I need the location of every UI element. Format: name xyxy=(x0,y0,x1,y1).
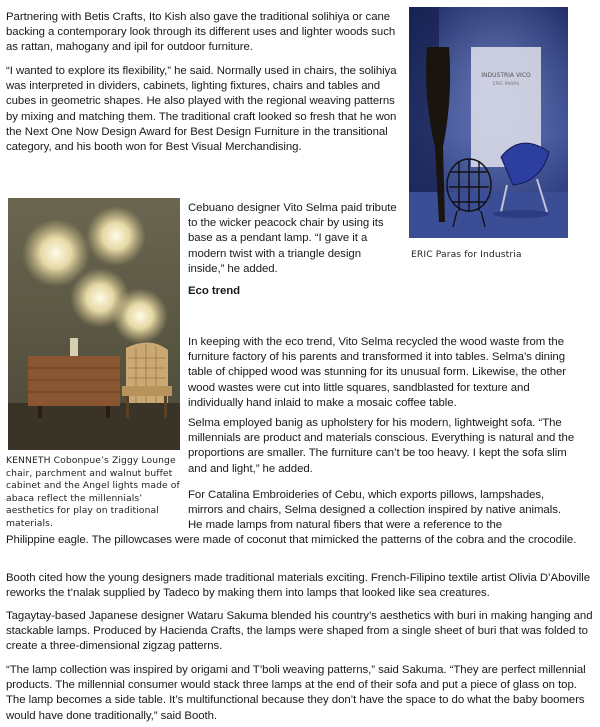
paragraph-9: “The lamp collection was inspired by origami and T’boli weaving patterns,” said Sakuma. “They are perfect millennial products. The millennial consumer would stack three lamps at the end of their sofa and put a piece of glass on top. The lamp becomes a side table. It’s multifunctional because they don’t have the space to do what the baby boomers would have done traditionally,” said Booth. xyxy=(6,664,586,722)
industria-sign-line1: INDUSTRIA VICO xyxy=(481,72,531,79)
paragraph-2: “I wanted to explore its flexibility,” he said. Normally used in chairs, the solihiya was interpreted in dividers, cabinets, lighting fixtures, chairs and tables and cubes in geometric shapes. He also played with the regional weaving patterns by mixing and matching them. The traditional craft looked so fresh that he won the Next One Now Design Award for Best Design Furniture in the transitional category, and his booth won for Best Visual Merchandising. xyxy=(6,65,397,154)
cobonpue-lounge-image xyxy=(8,198,180,450)
paragraph-3: Cebuano designer Vito Selma paid tribute to the wicker peacock chair by using its base as a pendant lamp. “I gave it a modern twist with a triangle design inside,” he added. xyxy=(188,202,397,275)
paragraph-4: In keeping with the eco trend, Vito Selma recycled the wood waste from the furniture factory of his parents and transformed it into tables. Selma’s dining table of chipped wood was stunning for its unusual form. Likewise, the other wood wastes were cut into little squares, sandblasted for texture and individually hand inlaid to make a mosaic coffee table. xyxy=(188,336,567,409)
caption-cobonpue: KENNETH Cobonpue’s Ziggy Lounge chair, parchment and walnut buffet cabinet and the Angel lights made of abaca reflect the millennials’ aesthetics for play on traditional materials. xyxy=(6,455,180,529)
subheading-eco-trend: Eco trend xyxy=(188,285,241,297)
caption-industria: ERIC Paras for Industria xyxy=(411,249,522,260)
paragraph-1: Partnering with Betis Crafts, Ito Kish also gave the traditional solihiya or cane backing a contemporary look through its different uses and lighter woods such as rattan, mahogany and ipil for outdoor furniture. xyxy=(6,11,396,54)
industria-chairs-image xyxy=(409,7,568,238)
paragraph-6-top: For Catalina Embroideries of Cebu, which exports pillows, lampshades, mirrors and chairs, Selma designed a collection inspired by native animals. He made lamps from natural fibers that were a reference to the xyxy=(188,489,561,532)
photo-cobonpue xyxy=(8,198,180,450)
photo-industria xyxy=(409,7,568,238)
paragraph-6-bottom: Philippine eagle. The pillowcases were made of coconut that mimicked the patterns of the cobra and the crocodile. xyxy=(6,534,577,546)
paragraph-8: Tagaytay-based Japanese designer Wataru Sakuma blended his country’s aesthetics with buri in making hanging and stackable lamps. Produced by Hacienda Crafts, the lamps were shaped from a single sheet of buri that was folded to create a three-dimensional zigzag patterns. xyxy=(6,610,593,653)
industria-sign-line2: ERIC PARAS xyxy=(492,82,520,87)
paragraph-5: Selma employed banig as upholstery for his modern, lightweight sofa. “The millennials are product and materials conscious. Everything is natural and the proportions are smaller. The furniture can’t be too heavy. I kept the sofa slim and and light,” he added. xyxy=(188,417,575,475)
paragraph-7: Booth cited how the young designers made traditional materials exciting. French-Filipino textile artist Olivia D’Aboville reworks the t’nalak supplied by Tadeco by making them into lamps that looked like sea creatures. xyxy=(6,572,591,600)
